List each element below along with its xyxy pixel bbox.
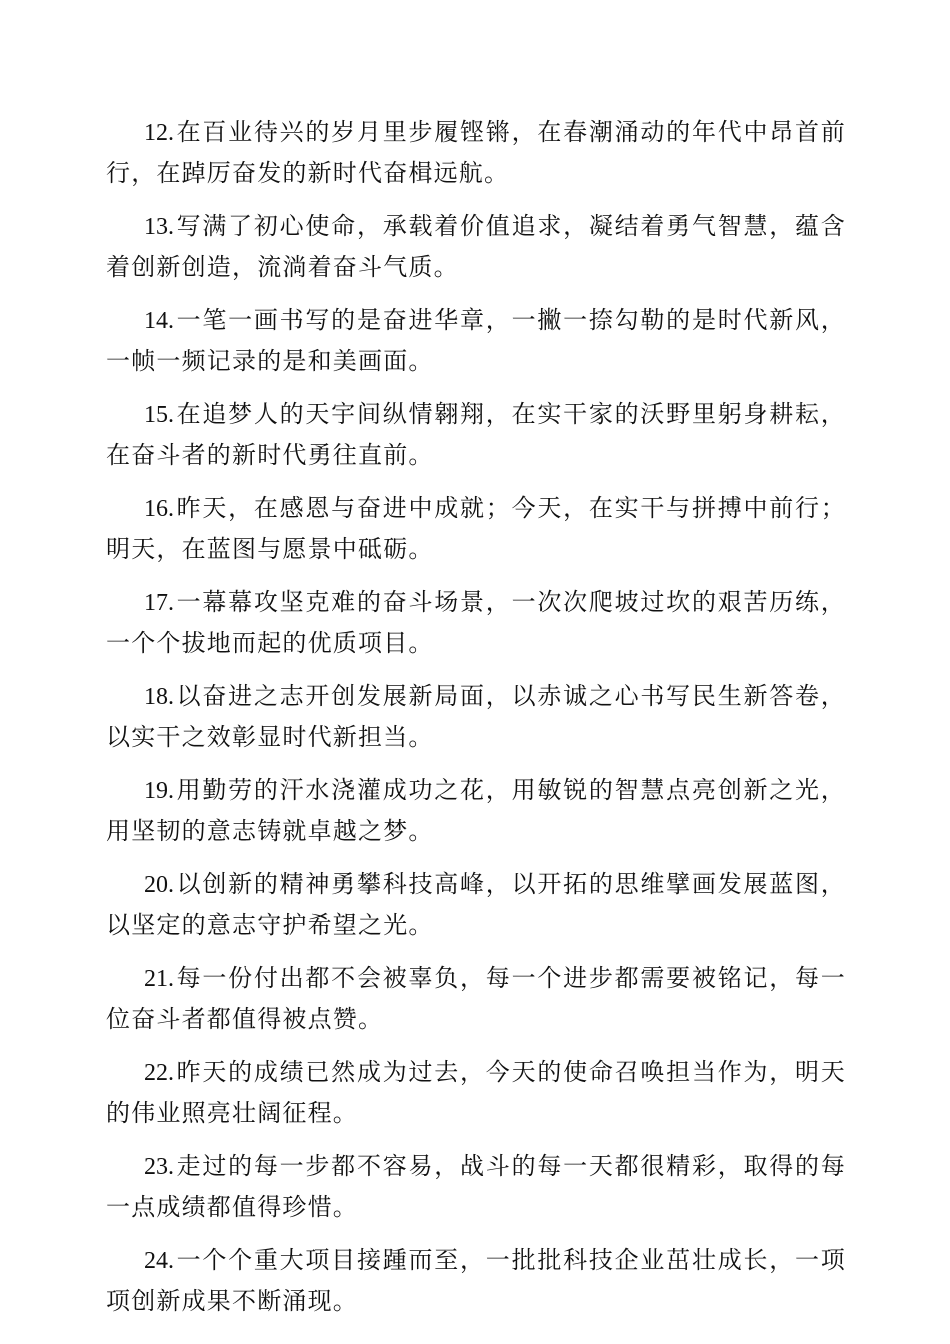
list-item xyxy=(106,1052,846,1133)
list-item xyxy=(106,206,846,287)
list-item xyxy=(106,770,846,851)
list-item xyxy=(106,1240,846,1321)
document-body xyxy=(106,112,846,1334)
item-text: 在追梦人的天宇间纵情翱翔，在实干家的沃野里躬身耕耘，在奋斗者的新时代勇往直前。 xyxy=(106,400,846,469)
item-text: 每一份付出都不会被辜负，每一个进步都需要被铭记，每一位奋斗者都值得被点赞。 xyxy=(106,964,846,1033)
item-number: 15. xyxy=(144,402,174,428)
item-number: 14. xyxy=(144,308,174,334)
list-item xyxy=(106,394,846,475)
list-item xyxy=(106,112,846,193)
item-number: 18. xyxy=(144,684,174,710)
item-text: 以奋进之志开创发展新局面，以赤诚之心书写民生新答卷，以实干之效彰显时代新担当。 xyxy=(106,682,846,751)
item-number: 20. xyxy=(144,872,174,898)
item-text: 一个个重大项目接踵而至，一批批科技企业茁壮成长，一项项创新成果不断涌现。 xyxy=(106,1246,846,1315)
list-item xyxy=(106,582,846,663)
list-item xyxy=(106,676,846,757)
item-number: 23. xyxy=(144,1154,174,1180)
item-number: 24. xyxy=(144,1248,174,1274)
item-text: 昨天，在感恩与奋进中成就；今天，在实干与拼搏中前行；明天，在蓝图与愿景中砥砺。 xyxy=(106,494,846,563)
item-text: 写满了初心使命，承载着价值追求，凝结着勇气智慧，蕴含着创新创造，流淌着奋斗气质。 xyxy=(106,212,846,281)
item-number: 22. xyxy=(144,1060,174,1086)
item-number: 13. xyxy=(144,214,174,240)
item-text: 用勤劳的汗水浇灌成功之花，用敏锐的智慧点亮创新之光，用坚韧的意志铸就卓越之梦。 xyxy=(106,776,846,845)
list-item xyxy=(106,958,846,1039)
item-text: 一笔一画书写的是奋进华章，一撇一捺勾勒的是时代新风，一帧一频记录的是和美画面。 xyxy=(106,306,846,375)
list-item xyxy=(106,1146,846,1227)
item-text: 走过的每一步都不容易，战斗的每一天都很精彩，取得的每一点成绩都值得珍惜。 xyxy=(106,1152,846,1221)
item-text: 昨天的成绩已然成为过去，今天的使命召唤担当作为，明天的伟业照亮壮阔征程。 xyxy=(106,1058,846,1127)
item-text: 以创新的精神勇攀科技高峰，以开拓的思维擘画发展蓝图，以坚定的意志守护希望之光。 xyxy=(106,870,846,939)
list-item xyxy=(106,300,846,381)
item-number: 12. xyxy=(144,120,174,146)
item-number: 16. xyxy=(144,496,174,522)
item-number: 21. xyxy=(144,966,174,992)
list-item xyxy=(106,864,846,945)
item-text: 在百业待兴的岁月里步履铿锵，在春潮涌动的年代中昂首前行，在踔厉奋发的新时代奋楫远航。 xyxy=(106,118,846,187)
item-text: 一幕幕攻坚克难的奋斗场景，一次次爬坡过坎的艰苦历练，一个个拔地而起的优质项目。 xyxy=(106,588,846,657)
item-number: 17. xyxy=(144,590,174,616)
item-number: 19. xyxy=(144,778,174,804)
list-item xyxy=(106,488,846,569)
